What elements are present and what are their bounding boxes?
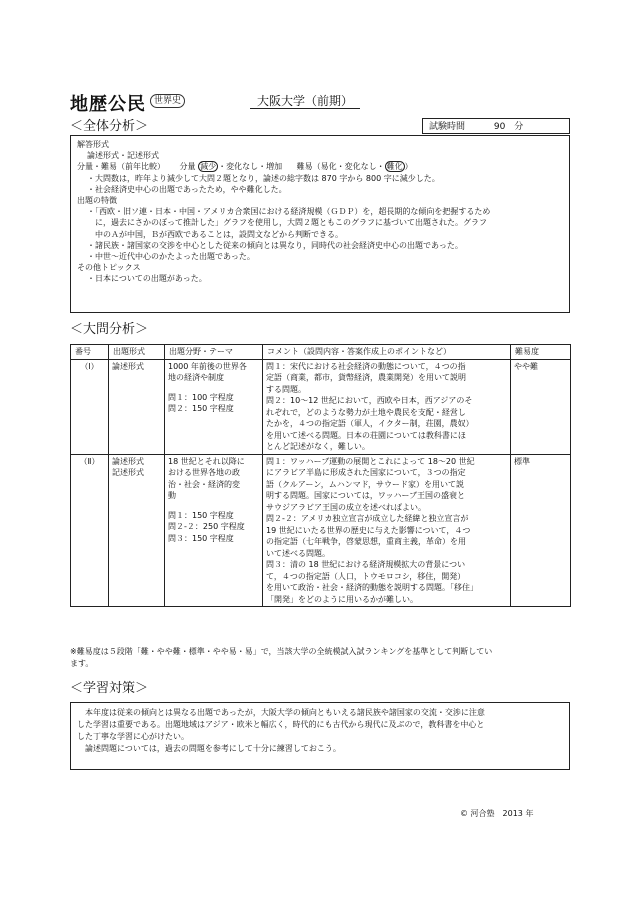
major-heading: ＜大問分析＞ [70,322,149,337]
row-theme [165,454,263,607]
topics-heading: その他トピックス [77,263,141,273]
difficulty-others: （易化・変化なし・ [312,162,385,172]
amount-label: 分量 [179,162,196,172]
amount-line: 問３：150 字程度 [168,533,234,543]
amount-line: 問２-２：250 字程度 [168,522,245,531]
amount-prefix: 分量・難易（前年比較） [77,162,165,172]
comment-line: て，４つの指定語（人口，トウモロコシ，移住，開発） [266,571,466,581]
study-heading: ＜学習対策＞ [70,681,149,696]
comment-line: を用いて述べる問題。日本の荘園については教科書にほ [266,430,466,440]
format-line: 記述形式 [112,468,144,477]
comment-line: たかを，４つの指定語（軍人，イクター制，荘園，農奴） [266,419,474,428]
amount-line: 問２：150 字程度 [168,404,234,413]
col-level: 難易度 [511,345,571,360]
exam-time-box [422,118,570,134]
copyright: © 河合塾 2013 年 [460,809,534,818]
theme-line: 1000 年前後の世界各 [168,361,247,371]
row-comment [263,454,511,607]
format-line: 論述形式 [112,361,144,371]
study-line: した丁寧な学習に心がけたい。 [77,732,189,741]
comment-line: にアラビア半島に形成された国家について，３つの指定 [266,468,466,477]
comment-line: 問２：10～12 世紀において，西欧や日本，西アジアのそ [266,396,473,405]
comment-line: 定語（商業，都市，貨幣経済，農業開発）を用いて説明 [266,373,466,382]
study-line: 論述問題については，過去の問題を参考にして十分に練習しておこう。 [85,744,341,753]
comment-line: 「開発」をどのように用いるかが難しい。 [266,594,418,604]
theme-line: おける世界各地の政 [168,468,240,477]
comment-line: を用いて政治・社会・経済的動態を説明する問題。「移住」 [266,583,478,592]
note-line: ※難易度は５段階「難・やや難・標準・やや易・易」で，当該大学の全統模試入試ランキングを基準として判断してい [70,647,493,656]
comment-line: サウジアラビア王国の成立を述べればよい。 [266,502,426,512]
comment-line: 明する問題。国家については，ワッハーブ王国の盛衰と [266,491,466,500]
feature-line: ・諸民族・諸国家の交渉を中心とした従来の傾向とは異なり，同時代の社会経済史中心の出題であった。 [87,240,463,250]
comment-line: する問題。 [266,384,306,394]
study-line: 本年度は従来の傾向とは異なる出題であったが，大阪大学の傾向ともいえる諸民族や諸国家の交流・交渉に注意 [85,708,485,717]
amount-others: ・変化なし・増加 [218,162,283,172]
comment-line: れぞれで，どのような勢力が土地や農民を支配・経営し [266,407,466,417]
difficulty-note [70,646,570,670]
exam-time-label: 試験時間 [429,122,466,132]
overall-heading: ＜全体分析＞ [70,119,149,134]
col-number: 番号 [71,345,109,360]
difficulty-label: 難易 [296,162,313,172]
overall-bullet: ・大問数は，昨年より減少して大問２題となり，論述の総字数は 870 字から 800 字に減少した。 [87,173,440,183]
difficulty-close: ） [404,162,413,172]
amount-difficulty-line [77,161,563,172]
amount-selected: 減少 [200,162,217,172]
feature-line: に，過去にさかのぼって推計した」グラフを使用し，大問２題ともこのグラフに基づいて出題された。グラフ [95,218,487,228]
row-level: 標準 [511,454,571,607]
row-level: やや難 [511,359,571,454]
row-format [109,359,165,454]
format-heading: 解答形式 [77,140,109,149]
theme-line: 動 [168,491,176,500]
col-theme: 出題分野・テーマ [165,345,263,360]
col-format: 出題形式 [109,345,165,360]
format-value: 論述形式・記述形式 [87,151,159,161]
topic-line: ・日本についての出題があった。 [87,274,207,284]
row-number: （Ⅰ） [71,359,109,454]
comment-line: とんど記述がなく，難しい。 [266,442,370,451]
feature-line: ・中世～近代中心のかたよった出題であった。 [87,252,255,262]
comment-line: 問１：宋代における社会経済の動態について，４つの指 [266,361,466,371]
comment-line: 19 世紀にいたる世界の歴史に与えた影響について，４つ [266,525,471,535]
feature-line: 中のＡが中国，Ｂが西欧であることは，設問文などから判断できる。 [95,229,343,239]
features-heading: 出題の特徴 [77,196,117,206]
overall-analysis-box [70,135,570,313]
table-row [71,454,571,607]
row-number: （Ⅱ） [71,454,109,607]
comment-line: の指定語（七年戦争，啓蒙思想，重商主義，革命）を用 [266,537,466,546]
theme-line: 18 世紀とそれ以降に [168,456,245,466]
study-line: した学習は重要である。出題地域はアジア・欧米と幅広く，時代的にも古代から現代に及ぶので，教科書を中心と [77,720,485,729]
overall-bullet: ・社会経済史中心の出題であったため，やや難化した。 [87,184,287,194]
exam-time-value: 90 [493,122,506,132]
study-box [70,702,570,770]
theme-line: 地の経済や制度 [168,373,224,382]
exam-time-unit: 分 [514,122,524,132]
comment-line: 問１：ワッハーブ運動の展開とこれによって 18～20 世紀 [266,456,475,466]
page-title: 地歴公民 [70,94,146,115]
format-line: 論述形式 [112,456,144,466]
row-theme [165,359,263,454]
feature-line: ・「西欧・旧ソ連・日本・中国・アメリカ合衆国における経済規模（ＧＤＰ）を，超長期的な傾向を把握するため [87,207,491,217]
theme-line: 治・社会・経済的変 [168,479,240,489]
table-header-row [71,345,571,360]
amount-line: 問１：100 字程度 [168,392,234,402]
table-row [71,359,571,454]
col-comment: コメント（設問内容・答案作成上のポイントなど） [263,345,511,360]
comment-line: 問３：清の 18 世紀における経済規模拡大の背景につい [266,560,466,569]
row-comment [263,359,511,454]
row-format [109,454,165,607]
comment-line: いて述べる問題。 [266,548,330,558]
major-question-table [70,344,571,607]
note-line: ます。 [70,659,94,668]
subject-badge: 世界史 [150,94,185,108]
difficulty-selected: 難化 [386,162,403,172]
comment-line: 問２-２：アメリカ独立宣言が成立した経緯と独立宣言が [266,514,469,523]
university-name: 大阪大学（前期） [250,94,360,109]
comment-line: 語（クルアーン，ムハンマド，サウード家）を用いて説 [266,479,464,489]
amount-line: 問１：150 字程度 [168,510,234,520]
